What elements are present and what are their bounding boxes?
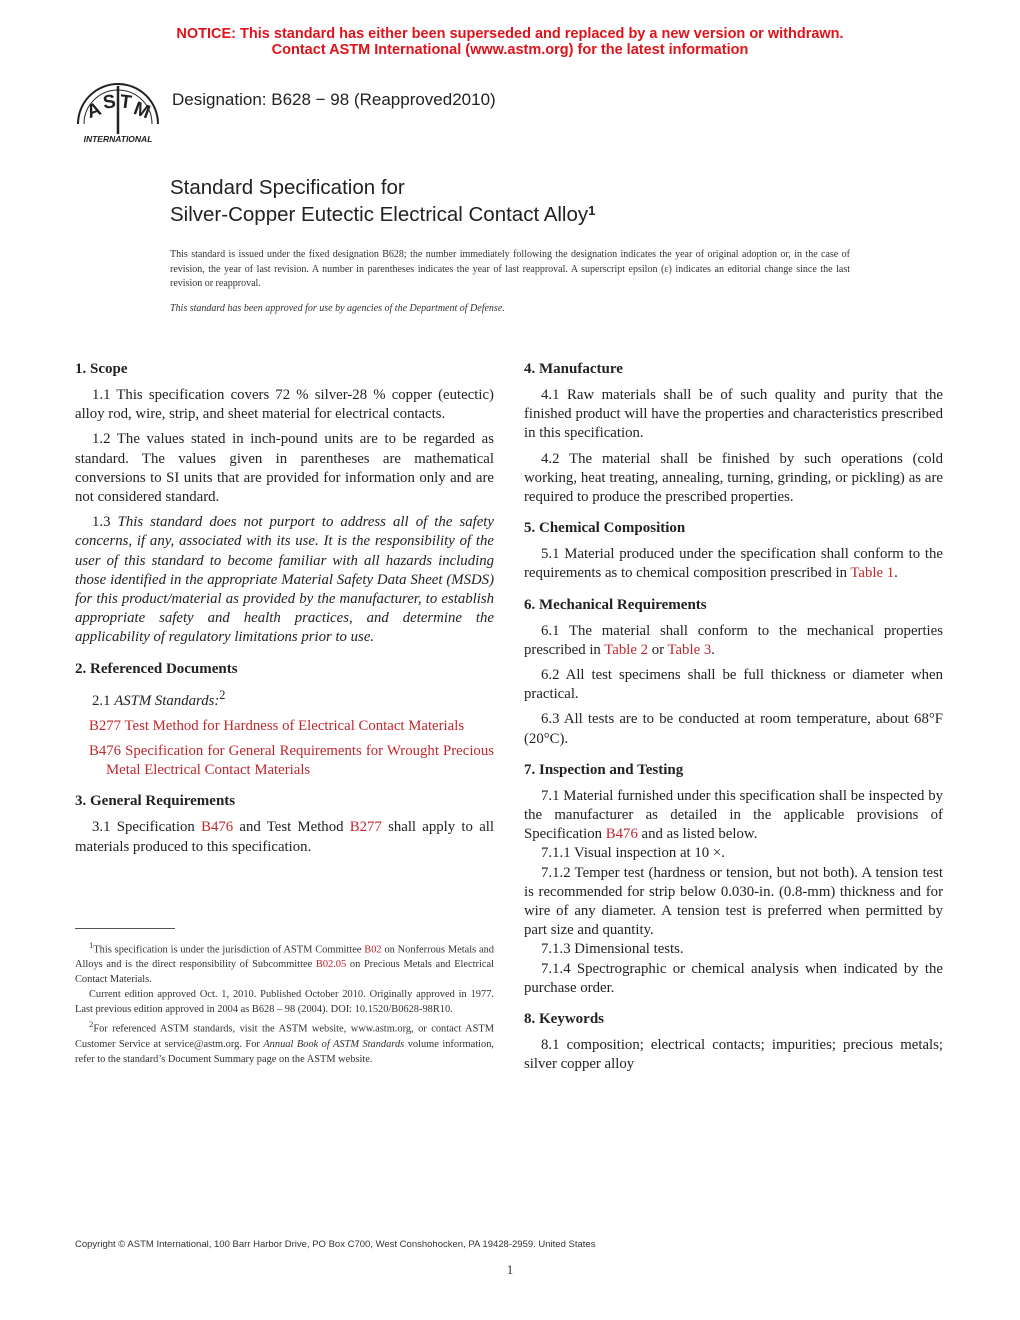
- link-b476[interactable]: B476: [89, 742, 122, 759]
- paragraph-7-1-3: 7.1.3 Dimensional tests.: [541, 941, 684, 958]
- link-table-3[interactable]: Table 3: [667, 641, 712, 658]
- paragraph-8-1: 8.1 composition; electrical contacts; impurities; precious metals; silver copper alloy: [524, 1037, 943, 1073]
- notice-line-2: Contact ASTM International (www.astm.org) for the latest information: [271, 42, 749, 58]
- text: shall apply to all materials produced to this specification.: [75, 819, 494, 855]
- dod-note: This standard has been approved for use by agencies of the Department of Defense.: [170, 303, 505, 314]
- paragraph-3-1: [75, 818, 494, 856]
- paragraph-5-1: [524, 545, 943, 583]
- paragraph-1-1: 1.1 This specification covers 72 % silver-28 % copper (eutectic) alloy rod, wire, strip, and sheet material for electrical contacts.: [75, 387, 494, 423]
- paragraph-6-3: 6.3 All tests are to be conducted at room temperature, about 68°F (20°C).: [524, 711, 943, 747]
- svg-text:T: T: [118, 91, 133, 114]
- paragraph-1-2: 1.2 The values stated in inch-pound units are to be regarded as standard. The values given in parentheses are mathematical conversions to SI units that are provided for information only and are not considered standard.: [75, 431, 494, 506]
- link-b277[interactable]: B277: [349, 819, 382, 836]
- reference-title[interactable]: Test Method for Hardness of Electrical Contact Materials: [121, 717, 465, 734]
- logo-text: INTERNATIONAL: [83, 134, 153, 144]
- svg-text:A: A: [84, 98, 105, 124]
- footnote-divider: [75, 928, 175, 929]
- section-heading: 5. Chemical Composition: [524, 520, 686, 537]
- paragraph-7-1-2: 7.1.2 Temper test (hardness or tension, but not both). A tension test is recommended for strip below 0.030-in. (0.8-mm) thickness and for wire of any diameter. A tension test is preferred when permitted by part size and quantity.: [524, 864, 943, 939]
- footnote-1: [75, 938, 494, 987]
- footnote-2: [75, 1017, 494, 1066]
- text: For referenced ASTM standards, visit the ASTM website, www.astm.org, or contact ASTM Customer Service at service@astm.org. For: [75, 1023, 494, 1050]
- section-heading: 8. Keywords: [524, 1011, 604, 1028]
- text: or: [648, 641, 668, 658]
- svg-text:M: M: [130, 98, 153, 124]
- text: 6.1 The material shall conform to the mechanical properties prescribed in: [524, 622, 943, 658]
- link-table-2[interactable]: Table 2: [604, 641, 649, 658]
- section-mechanical-requirements: [524, 596, 943, 749]
- paragraph-number: 1.3: [92, 514, 118, 531]
- title-line-1: Standard Specification for: [170, 176, 405, 199]
- link-b277[interactable]: B277: [89, 717, 122, 734]
- safety-statement: This standard does not purport to address all of the safety concerns, if any, associated with its use. It is the responsibility of the user of this standard to become familiar with all hazards including those identified in the appropriate Material Safety Data Sheet (MSDS) for this product/material as provided by the manufacturer, to establish appropriate safety and health practices, and determine the applicability of regulatory limitations prior to use.: [75, 514, 494, 646]
- text: Annual Book of ASTM Standards: [263, 1038, 405, 1050]
- link-b02[interactable]: B02: [364, 944, 382, 956]
- link-b476[interactable]: B476: [605, 826, 638, 843]
- title-line-2: Silver-Copper Eutectic Electrical Contact Alloy: [170, 203, 589, 226]
- footnote-mark[interactable]: 2: [219, 687, 226, 702]
- designation: Designation: B628 − 98 (Reapproved2010): [172, 90, 496, 109]
- paragraph-1-3: [75, 513, 494, 647]
- section-general-requirements: [75, 792, 494, 856]
- right-column: [524, 360, 943, 1086]
- section-heading: 2. Referenced Documents: [75, 660, 238, 677]
- document-title: [170, 174, 595, 228]
- paragraph-7-1-1: 7.1.1 Visual inspection at 10 ×.: [541, 845, 725, 862]
- title-footnote-mark[interactable]: 1: [588, 203, 596, 218]
- section-heading: 1. Scope: [75, 361, 128, 377]
- issued-note: This standard is issued under the fixed designation B628; the number immediately following the designation indicates the year of original adoption or, in the case of revision, the year of last revision. A number in parentheses indicates the year of last reapproval. A superscript epsilon (ε) indicates an editorial change since the last revision or reapproval.: [170, 249, 850, 290]
- notice-line-1: NOTICE: This standard has either been superseded and replaced by a new version or withdrawn.: [176, 26, 844, 42]
- paragraph-6-1: [524, 622, 943, 660]
- astm-standards-label: ASTM Standards:: [114, 692, 220, 709]
- reference-b476: [75, 742, 494, 780]
- astm-logo-icon: [72, 76, 164, 146]
- section-inspection-testing: [524, 761, 943, 998]
- text: This specification is under the jurisdiction of ASTM Committee: [93, 944, 365, 956]
- footnote-mark: 1: [89, 940, 94, 950]
- footnote-mark: 2: [89, 1019, 94, 1030]
- footnotes: [75, 938, 494, 1067]
- text: on Nonferrous Metals and Alloys and is the direct responsibility of Subcommittee: [75, 944, 494, 971]
- link-b476[interactable]: B476: [201, 819, 234, 836]
- reference-title[interactable]: Specification for General Requirements for Wrought Precious Metal Electrical Contact Materials: [106, 742, 494, 779]
- section-heading: 4. Manufacture: [524, 361, 623, 377]
- paragraph-7-1-4: 7.1.4 Spectrographic or chemical analysis when indicated by the purchase order.: [524, 960, 943, 996]
- paragraph-number: 2.1: [92, 692, 115, 709]
- text: volume information, refer to the standard’s Document Summary page on the ASTM website.: [75, 1038, 494, 1065]
- text: 5.1 Material produced under the specification shall conform to the requirements as to chemical composition prescribed in: [524, 546, 943, 582]
- paragraph-2-1: [75, 686, 494, 711]
- paragraph-4-1: 4.1 Raw materials shall be of such quality and purity that the finished product will have the properties and characteristics prescribed in this specification.: [524, 387, 943, 442]
- section-heading: 6. Mechanical Requirements: [524, 596, 707, 613]
- paragraph-4-2: 4.2 The material shall be finished by such operations (cold working, heat treating, annealing, turning, grinding, or pickling) as are required to produce the prescribed properties.: [524, 450, 943, 506]
- text: on Precious Metals and Electrical Contact Materials.: [75, 959, 494, 986]
- section-scope: [75, 360, 494, 648]
- svg-text:S: S: [101, 91, 117, 114]
- text: 3.1 Specification: [92, 819, 202, 836]
- section-keywords: [524, 1010, 943, 1074]
- text: .: [711, 641, 715, 658]
- section-heading: 7. Inspection and Testing: [524, 761, 684, 778]
- link-b02-05[interactable]: B02.05: [315, 959, 347, 971]
- section-heading: 3. General Requirements: [75, 793, 236, 810]
- section-referenced-documents: [75, 660, 494, 781]
- text: and Test Method: [233, 819, 350, 836]
- text: 7.1 Material furnished under this specification shall be inspected by the manufacturer as detailed in the applicable provisions of Specification: [524, 787, 943, 843]
- text: .: [894, 565, 898, 582]
- section-manufacture: [524, 360, 943, 507]
- text: and as listed below.: [637, 826, 758, 843]
- paragraph-6-2: 6.2 All test specimens shall be full thickness or diameter when practical.: [524, 667, 943, 703]
- page-number: 1: [506, 1262, 514, 1277]
- paragraph-7-1: [524, 787, 943, 845]
- footnote-1-edition: Current edition approved Oct. 1, 2010. Published October 2010. Originally approved in 1977. Last previous edition approved in 2004 as B628 – 98 (2004). DOI: 10.1520/B0628-98R10.: [75, 989, 494, 1016]
- section-chemical-composition: [524, 519, 943, 583]
- link-table-1[interactable]: Table 1: [850, 565, 895, 582]
- copyright: Copyright © ASTM International, 100 Barr Harbor Drive, PO Box C700, West Conshohocken, PA 19428-2959. United States: [75, 1239, 596, 1250]
- supersede-notice: [0, 26, 1020, 58]
- reference-b277: [75, 717, 494, 736]
- left-column: [75, 360, 494, 869]
